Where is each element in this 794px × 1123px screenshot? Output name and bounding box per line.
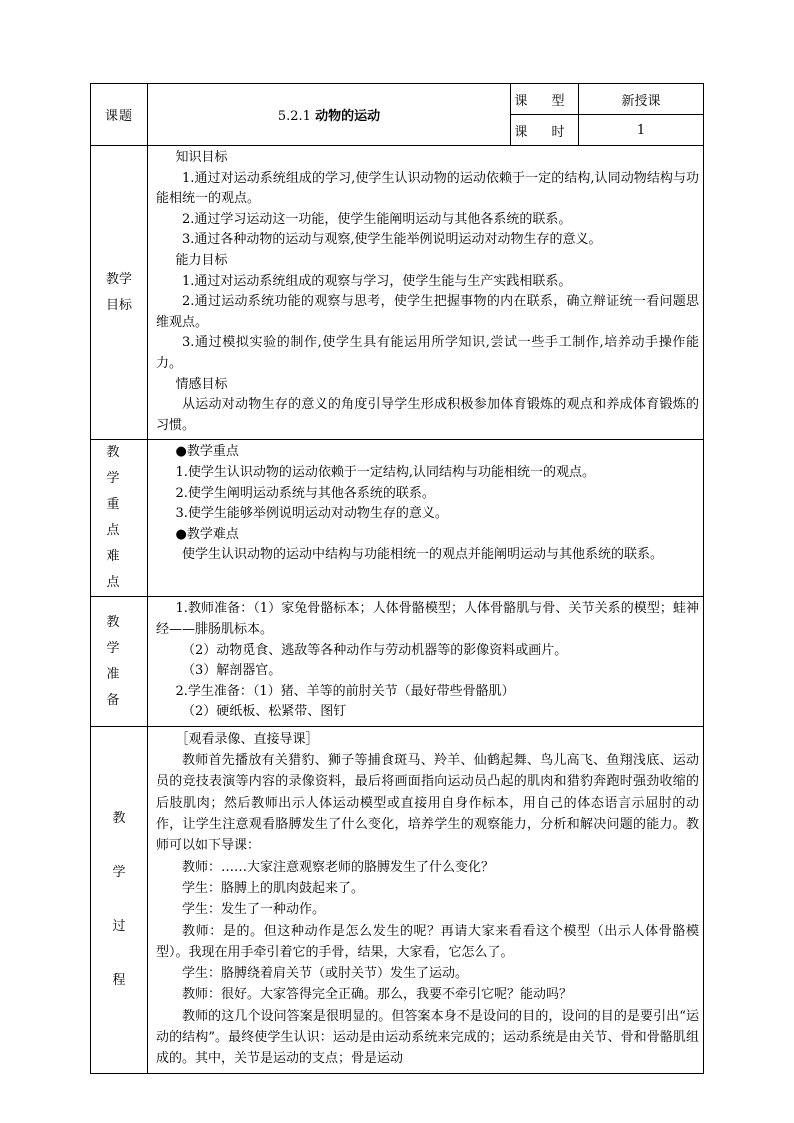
prep-content [148, 597, 704, 727]
class-hours-value: 1 [579, 115, 704, 146]
focus-row [91, 440, 704, 597]
key-point: 1.使学生认识动物的运动依赖于一定结构,认同结构与功能相统一的观点。 [175, 464, 596, 480]
prep-line: （2）硬纸板、松紧带、图钉 [182, 704, 347, 720]
lesson-plan-table [90, 83, 704, 1074]
focus-side-label: 教 学 重 点 难 点 [91, 440, 148, 597]
lesson-title [148, 84, 511, 146]
prep-line: （2）动物觅食、逃敌等各种动作与劳动机器等的影像资料或画片。 [182, 642, 568, 658]
goal-heading-knowledge: 知识目标 [175, 150, 228, 165]
dialogue-line: 教师：很好。大家答得完全正确。那么，我要不牵引它呢？能动吗？ [182, 987, 573, 1003]
key-points-heading: ●教学重点 [175, 444, 239, 460]
goal-line: 1.通过对运动系统组成的观察与学习，使学生能与生产实践相联系。 [182, 273, 572, 289]
header-row [91, 84, 704, 115]
process-section-heading: ［观看录像、直接导课］ [175, 731, 319, 747]
dialogue-line: 教师：是的。但这种动作是怎么发生的呢？再请大家来看看这个模型（出示人体骨骼模型）。我现在用手牵引着它的手骨，结果，大家看，它怎么了。 [156, 923, 699, 960]
process-paragraph: 教师首先播放有关猎豹、狮子等捕食斑马、羚羊、仙鹤起舞、鸟儿高飞、鱼翔浅底、运动员的竞技表演等内容的录像资料，最后将画面指向运动员凸起的肌肉和猎豹奔跑时强劲收缩的后肢肌肉；然后教师出示人体运动模型或直接用自身作标本，用自己的体态语言示屈肘的动作，让学生注意观看胳膊发生了什么变化，培养学生的观察能力，分析和解决问题的能力。教师可以如下导课： [156, 753, 699, 854]
difficult-points-heading: ●教学难点 [175, 526, 239, 542]
key-point: 2.使学生阐明运动系统与其他各系统的联系。 [175, 485, 435, 501]
class-hours-label: 课 时 [511, 115, 579, 146]
goal-line: 1.通过对运动系统组成的学习,使学生认识动物的运动依赖于一定的结构,认同动物结构与功能相统一的观点。 [156, 170, 699, 207]
goal-line: 3.通过各种动物的运动与观察,使学生能举例说明运动对动物生存的意义。 [182, 232, 602, 248]
lesson-type-value: 新授课 [579, 84, 704, 115]
dialogue-line: 学生：胳膊上的肌肉鼓起来了。 [182, 880, 365, 896]
goal-heading-ability: 能力目标 [175, 252, 228, 268]
prep-side-label: 教 学 准 备 [91, 597, 148, 727]
goal-line: 从运动对动物生存的意义的角度引导学生形成积极参加体育锻炼的观点和养成体育锻炼的习惯。 [156, 397, 699, 433]
difficult-point: 使学生认识动物的运动中结构与功能相统一的观点并能阐明运动与其他系统的联系。 [182, 547, 664, 563]
prep-line: 1.教师准备：（1）家兔骨骼标本；人体骨骼模型；人体骨骼肌与骨、关节关系的模型；蛙神经——腓肠肌标本。 [156, 601, 699, 637]
prep-line: （3）解剖器官。 [182, 663, 282, 679]
lesson-number: 5.2.1 [277, 109, 311, 124]
dialogue-line: 学生：发生了一种动作。 [182, 902, 326, 918]
key-point: 3.使学生能够举例说明运动对动物生存的意义。 [175, 506, 448, 522]
dialogue-line: 学生：胳膊绕着肩关节（或肘关节）发生了运动。 [182, 966, 469, 982]
lesson-name: 动物的运动 [315, 109, 381, 124]
prep-line: 2.学生准备：（1）猪、羊等的前肘关节（最好带些骨骼肌） [175, 683, 515, 699]
lesson-type-label: 课 型 [511, 84, 579, 115]
goal-line: 2.通过学习运动这一功能，使学生能阐明运动与其他各系统的联系。 [182, 211, 572, 227]
goal-line: 3.通过模拟实验的制作,使学生具有能运用所学知识,尝试一些手工制作,培养动手操作能力。 [156, 335, 699, 371]
process-side-label: 教 学 过 程 [91, 726, 148, 1073]
focus-content [148, 440, 704, 597]
goals-side-label: 教学 目标 [91, 146, 148, 440]
topic-label: 课题 [91, 84, 148, 146]
process-row [91, 726, 704, 1073]
process-paragraph: 教师的这几个设问答案是很明显的。但答案本身不是设问的目的，设问的目的是要引出“运动的结构”。最终使学生认识：运动是由运动系统来完成的；运动系统是由关节、骨和骨骼肌组成的。其中，关节是运动的支点；骨是运动 [156, 1008, 699, 1067]
goal-heading-emotion: 情感目标 [175, 376, 228, 392]
goal-line: 2.通过运动系统功能的观察与思考，使学生把握事物的内在联系，确立辩证统一看问题思维观点。 [156, 294, 699, 330]
goals-content [148, 146, 704, 440]
prep-row [91, 597, 704, 727]
process-content [148, 726, 704, 1073]
dialogue-line: 教师：……大家注意观察老师的胳膊发生了什么变化？ [182, 859, 495, 875]
goals-row [91, 146, 704, 440]
